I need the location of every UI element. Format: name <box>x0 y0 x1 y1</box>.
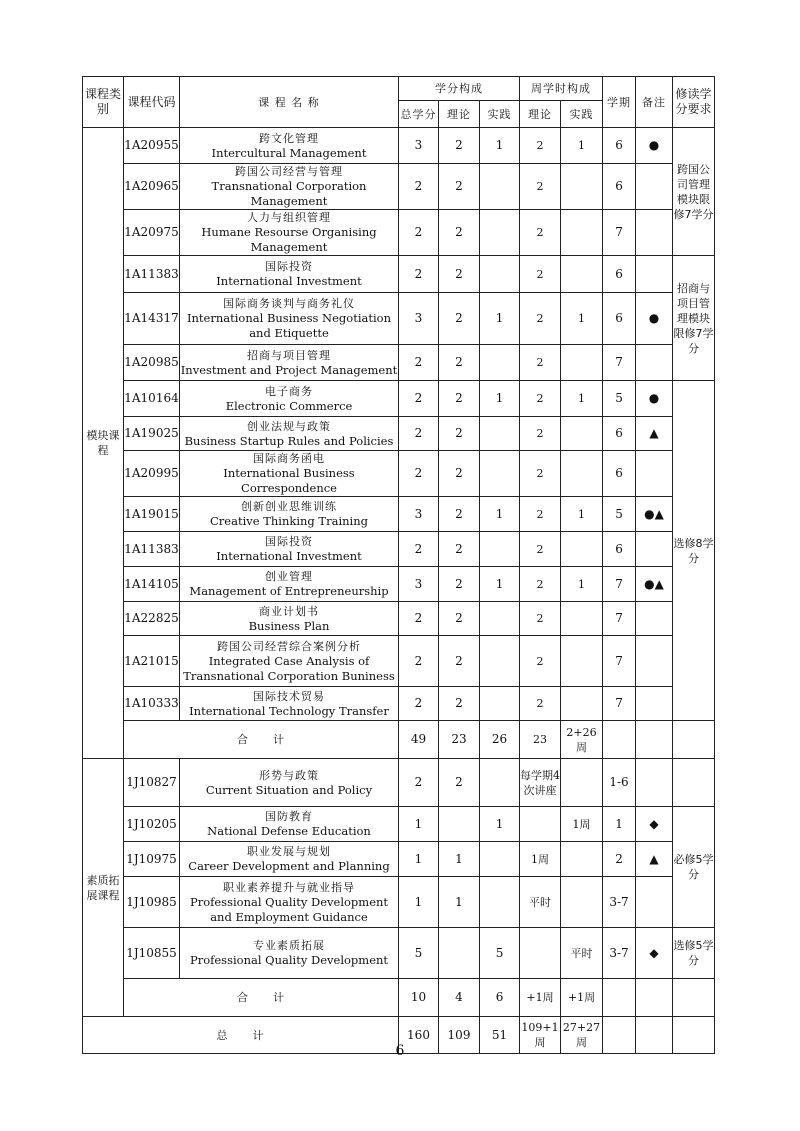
theory-credit: 2 <box>439 451 480 497</box>
course-name-en: International Investment <box>216 549 362 563</box>
remark <box>636 877 673 928</box>
grand-total-theory: 109 <box>439 1017 480 1054</box>
hours-theory: 2 <box>520 417 561 451</box>
course-name-zh: 跨文化管理 <box>259 131 319 145</box>
course-name-zh: 国际投资 <box>265 535 313 548</box>
semester: 6 <box>603 293 636 345</box>
hours-practice <box>561 417 603 451</box>
practice-credit: 1 <box>480 497 520 532</box>
hours-practice: 1 <box>561 128 603 164</box>
header-course-name: 课 程 名 称 <box>180 77 399 128</box>
course-name-zh: 跨国公司经营与管理 <box>235 165 343 178</box>
theory-credit: 2 <box>439 210 480 256</box>
table-row <box>83 602 715 636</box>
total-credit: 2 <box>399 256 439 293</box>
theory-credit <box>439 807 480 842</box>
course-name-zh: 创业法规与政策 <box>247 419 331 433</box>
table-row <box>83 636 715 687</box>
course-name-en: Business Plan <box>248 618 330 633</box>
category-quality: 素质拓展课程 <box>83 759 124 1017</box>
remark: ●▲ <box>636 567 673 602</box>
requirement-compulsory: 必修5学分 <box>673 807 715 928</box>
theory-credit: 2 <box>439 759 480 807</box>
remark: ◆ <box>636 807 673 842</box>
header-weekly-hours: 周学时构成 <box>520 77 603 101</box>
course-name-zh: 国际商务谈判与商务礼仪 <box>223 297 355 310</box>
subtotal-total: 49 <box>399 721 439 759</box>
total-credit: 2 <box>399 687 439 721</box>
practice-credit <box>480 210 520 256</box>
theory-credit: 2 <box>439 256 480 293</box>
theory-credit: 2 <box>439 164 480 210</box>
total-credit: 2 <box>399 451 439 497</box>
theory-credit: 2 <box>439 381 480 417</box>
course-code: 1A20965 <box>124 164 180 210</box>
table-row <box>83 128 715 164</box>
table-row <box>83 256 715 293</box>
hours-theory: 1周 <box>520 842 561 877</box>
course-name <box>180 417 399 451</box>
requirement-investment: 招商与项目管理模块限修7学分 <box>673 256 715 381</box>
remark <box>636 602 673 636</box>
table-row <box>83 345 715 381</box>
practice-credit: 1 <box>480 567 520 602</box>
total-credit: 1 <box>399 877 439 928</box>
hours-theory: 2 <box>520 256 561 293</box>
remark <box>636 532 673 567</box>
page-number: 6 <box>395 1043 405 1059</box>
practice-credit: 1 <box>480 128 520 164</box>
curriculum-table <box>82 76 715 1054</box>
course-name <box>180 293 399 345</box>
total-credit: 3 <box>399 567 439 602</box>
hours-practice: 1 <box>561 293 603 345</box>
table-row <box>83 807 715 842</box>
course-name <box>180 807 399 842</box>
practice-credit <box>480 417 520 451</box>
subtotal-hours-practice: 2+26周 <box>561 721 603 759</box>
header-hours-theory: 理论 <box>520 101 561 128</box>
header-total-credit: 总学分 <box>399 101 439 128</box>
subtotal-practice: 6 <box>480 979 520 1017</box>
remark: ▲ <box>636 842 673 877</box>
course-code: 1A19025 <box>124 417 180 451</box>
hours-theory <box>520 807 561 842</box>
requirement-quality-elective: 选修5学分 <box>673 928 715 979</box>
hours-practice <box>561 602 603 636</box>
semester: 6 <box>603 128 636 164</box>
remark <box>636 210 673 256</box>
course-code: 1A20985 <box>124 345 180 381</box>
practice-credit <box>480 164 520 210</box>
semester: 7 <box>603 687 636 721</box>
practice-credit <box>480 532 520 567</box>
practice-credit <box>480 687 520 721</box>
course-name-en: Professional Quality Development and Employment Guidance <box>189 894 389 924</box>
hours-theory <box>520 928 561 979</box>
hours-theory: 2 <box>520 210 561 256</box>
course-name-zh: 国际投资 <box>265 260 313 273</box>
total-credit: 2 <box>399 345 439 381</box>
course-code: 1J10985 <box>124 877 180 928</box>
total-credit: 3 <box>399 128 439 164</box>
course-name <box>180 451 399 497</box>
course-name-zh: 形势与政策 <box>259 768 319 782</box>
subtotal-hours-practice: +1周 <box>561 979 603 1017</box>
theory-credit: 2 <box>439 532 480 567</box>
hours-practice <box>561 877 603 928</box>
hours-theory: 2 <box>520 687 561 721</box>
subtotal-remark <box>636 721 673 759</box>
hours-practice: 1周 <box>561 807 603 842</box>
hours-practice <box>561 164 603 210</box>
hours-theory: 2 <box>520 164 561 210</box>
theory-credit: 2 <box>439 345 480 381</box>
course-name-zh: 国际商务函电 <box>253 452 325 465</box>
semester: 1-6 <box>603 759 636 807</box>
total-credit: 3 <box>399 293 439 345</box>
course-code: 1A11383 <box>124 256 180 293</box>
course-code: 1J10205 <box>124 807 180 842</box>
hours-theory: 2 <box>520 293 561 345</box>
course-code: 1A21015 <box>124 636 180 687</box>
course-name <box>180 497 399 532</box>
course-name-zh: 国际技术贸易 <box>253 689 325 703</box>
remark <box>636 687 673 721</box>
course-name <box>180 602 399 636</box>
semester: 3-7 <box>603 928 636 979</box>
hours-theory: 2 <box>520 381 561 417</box>
course-name <box>180 381 399 417</box>
course-name-en: Professional Quality Development <box>189 953 389 967</box>
practice-credit <box>480 842 520 877</box>
table-row <box>83 497 715 532</box>
remark <box>636 345 673 381</box>
hours-practice <box>561 451 603 497</box>
remark: ● <box>636 381 673 417</box>
semester: 6 <box>603 417 636 451</box>
total-credit: 1 <box>399 842 439 877</box>
table-row <box>83 567 715 602</box>
course-name-zh: 商业计划书 <box>259 604 319 618</box>
theory-credit: 2 <box>439 128 480 164</box>
subtotal-practice: 26 <box>480 721 520 759</box>
course-name <box>180 877 399 928</box>
table-row <box>83 842 715 877</box>
header-hours-practice: 实践 <box>561 101 603 128</box>
total-credit: 2 <box>399 417 439 451</box>
course-code: 1A10333 <box>124 687 180 721</box>
table-row <box>83 877 715 928</box>
header-requirement: 修读学分要求 <box>673 77 715 128</box>
theory-credit: 2 <box>439 636 480 687</box>
course-name-en: Current Situation and Policy <box>205 782 373 797</box>
semester: 6 <box>603 256 636 293</box>
theory-credit: 1 <box>439 877 480 928</box>
hours-practice: 平时 <box>561 928 603 979</box>
theory-credit <box>439 928 480 979</box>
course-code: 1A22825 <box>124 602 180 636</box>
hours-practice: 1 <box>561 567 603 602</box>
hours-practice: 1 <box>561 381 603 417</box>
practice-credit <box>480 345 520 381</box>
theory-credit: 1 <box>439 842 480 877</box>
hours-practice <box>561 842 603 877</box>
category-module: 模块课程 <box>83 128 124 759</box>
hours-theory: 2 <box>520 497 561 532</box>
course-name <box>180 532 399 567</box>
course-name <box>180 256 399 293</box>
hours-theory: 平时 <box>520 877 561 928</box>
semester: 7 <box>603 567 636 602</box>
grand-total-hours-practice: 27+27周 <box>561 1017 603 1054</box>
table-row <box>83 164 715 210</box>
theory-credit: 2 <box>439 293 480 345</box>
semester: 7 <box>603 345 636 381</box>
practice-credit <box>480 256 520 293</box>
table-row <box>83 293 715 345</box>
theory-credit: 2 <box>439 417 480 451</box>
total-credit: 1 <box>399 807 439 842</box>
hours-theory: 2 <box>520 636 561 687</box>
course-name <box>180 842 399 877</box>
course-name-en: Career Development and Planning <box>188 859 390 873</box>
course-name-en: Electronic Commerce <box>225 398 353 413</box>
remark: ● <box>636 293 673 345</box>
course-code: 1J10855 <box>124 928 180 979</box>
course-code: 1J10827 <box>124 759 180 807</box>
practice-credit <box>480 877 520 928</box>
course-name-zh: 电子商务 <box>265 384 313 398</box>
course-name <box>180 164 399 210</box>
header-practice: 实践 <box>480 101 520 128</box>
course-code: 1A10164 <box>124 381 180 417</box>
practice-credit <box>480 636 520 687</box>
course-name <box>180 210 399 256</box>
total-credit: 5 <box>399 928 439 979</box>
grand-total-hours-theory: 109+1周 <box>520 1017 561 1054</box>
course-name-en: Creative Thinking Training <box>209 514 368 528</box>
requirement-transnational: 跨国公司管理模块限修7学分 <box>673 128 715 256</box>
practice-credit <box>480 451 520 497</box>
semester: 6 <box>603 532 636 567</box>
course-name-zh: 创业管理 <box>265 570 313 583</box>
course-name <box>180 128 399 164</box>
course-name-zh: 招商与项目管理 <box>247 348 331 362</box>
course-name <box>180 759 399 807</box>
total-credit: 2 <box>399 636 439 687</box>
semester: 3-7 <box>603 877 636 928</box>
table-row <box>83 381 715 417</box>
course-name-en: International Investment <box>216 274 362 288</box>
table-body <box>83 128 715 1054</box>
table-row <box>83 928 715 979</box>
course-name-en: Business Startup Rules and Policies <box>184 433 394 448</box>
course-name <box>180 636 399 687</box>
semester: 2 <box>603 842 636 877</box>
semester: 6 <box>603 451 636 497</box>
hours-practice <box>561 687 603 721</box>
course-name-en: International Technology Transfer <box>189 703 389 718</box>
hours-theory: 2 <box>520 128 561 164</box>
practice-credit <box>480 759 520 807</box>
practice-credit <box>480 602 520 636</box>
subtotal-theory: 4 <box>439 979 480 1017</box>
course-name-en: Integrated Case Analysis of Transnational Corporation Buniness <box>183 653 395 683</box>
practice-credit: 1 <box>480 381 520 417</box>
hours-practice <box>561 210 603 256</box>
course-name-zh: 专业素质拓展 <box>253 939 325 952</box>
semester: 7 <box>603 210 636 256</box>
hours-practice: 1 <box>561 497 603 532</box>
course-name-en: National Defense Education <box>207 824 371 838</box>
subtotal-theory: 23 <box>439 721 480 759</box>
total-credit: 2 <box>399 381 439 417</box>
grand-total-label: 总 计 <box>83 1017 399 1054</box>
subtotal-requirement <box>673 721 715 759</box>
course-code: 1A19015 <box>124 497 180 532</box>
table-row <box>83 210 715 256</box>
header-theory: 理论 <box>439 101 480 128</box>
course-name-zh: 创新创业思维训练 <box>241 500 337 513</box>
semester: 5 <box>603 381 636 417</box>
remark <box>636 636 673 687</box>
course-name <box>180 567 399 602</box>
course-name-en: Humane Resourse Organising Management <box>201 225 377 254</box>
course-name-en: International Business Negotiation and Etiquette <box>186 311 391 340</box>
remark: ◆ <box>636 928 673 979</box>
hours-theory: 2 <box>520 602 561 636</box>
course-name-en: Transnational Corporation Management <box>211 179 367 208</box>
total-credit: 2 <box>399 164 439 210</box>
semester: 7 <box>603 636 636 687</box>
requirement-empty <box>673 759 715 807</box>
course-name-zh: 人力与组织管理 <box>247 211 331 224</box>
hours-practice <box>561 759 603 807</box>
grand-total-total: 160 <box>399 1017 439 1054</box>
table-row <box>83 687 715 721</box>
table-row <box>83 759 715 807</box>
course-code: 1A11383 <box>124 532 180 567</box>
course-code: 1A14317 <box>124 293 180 345</box>
course-name-zh: 跨国公司经营综合案例分析 <box>217 639 361 653</box>
hours-practice <box>561 636 603 687</box>
subtotal-total: 10 <box>399 979 439 1017</box>
requirement-elective: 选修8学分 <box>673 381 715 721</box>
theory-credit: 2 <box>439 602 480 636</box>
hours-theory: 每学期4次讲座 <box>520 759 561 807</box>
subtotal-semester <box>603 721 636 759</box>
remark <box>636 759 673 807</box>
subtotal-semester <box>603 979 636 1017</box>
hours-theory: 2 <box>520 451 561 497</box>
header-semester: 学期 <box>603 77 636 128</box>
course-code: 1A14105 <box>124 567 180 602</box>
total-credit: 2 <box>399 759 439 807</box>
remark: ● <box>636 128 673 164</box>
course-name-zh: 国防教育 <box>265 810 313 823</box>
subtotal-hours-theory: 23 <box>520 721 561 759</box>
course-name-zh: 职业素养提升与就业指导 <box>223 880 355 894</box>
course-name-en: International Business Correspondence <box>223 466 355 495</box>
course-name <box>180 687 399 721</box>
table-row <box>83 417 715 451</box>
header-remark: 备注 <box>636 77 673 128</box>
course-name-en: Management of Entrepreneurship <box>189 584 389 598</box>
table-row <box>83 532 715 567</box>
hours-theory: 2 <box>520 567 561 602</box>
quality-subtotal-row <box>83 979 715 1017</box>
course-name <box>180 928 399 979</box>
semester: 5 <box>603 497 636 532</box>
subtotal-label: 合 计 <box>124 721 399 759</box>
hours-practice <box>561 532 603 567</box>
course-code: 1A20955 <box>124 128 180 164</box>
remark <box>636 256 673 293</box>
course-name-en: Investment and Project Management <box>180 362 398 377</box>
subtotal-remark <box>636 979 673 1017</box>
practice-credit: 1 <box>480 293 520 345</box>
remark <box>636 164 673 210</box>
remark <box>636 451 673 497</box>
total-credit: 2 <box>399 210 439 256</box>
module-subtotal-row <box>83 721 715 759</box>
hours-theory: 2 <box>520 345 561 381</box>
table-row <box>83 451 715 497</box>
practice-credit: 1 <box>480 807 520 842</box>
course-code: 1A20975 <box>124 210 180 256</box>
total-credit: 2 <box>399 602 439 636</box>
remark: ▲ <box>636 417 673 451</box>
course-name-zh: 职业发展与规划 <box>247 845 331 858</box>
total-credit: 2 <box>399 532 439 567</box>
hours-practice <box>561 345 603 381</box>
header-credit-composition: 学分构成 <box>399 77 520 101</box>
theory-credit: 2 <box>439 567 480 602</box>
practice-credit: 5 <box>480 928 520 979</box>
theory-credit: 2 <box>439 687 480 721</box>
theory-credit: 2 <box>439 497 480 532</box>
course-name-en: Intercultural Management <box>211 145 367 160</box>
header-category: 课程类别 <box>83 77 124 128</box>
subtotal-hours-theory: +1周 <box>520 979 561 1017</box>
semester: 1 <box>603 807 636 842</box>
course-code: 1J10975 <box>124 842 180 877</box>
header-code: 课程代码 <box>124 77 180 128</box>
hours-practice <box>561 256 603 293</box>
semester: 6 <box>603 164 636 210</box>
subtotal-requirement <box>673 979 715 1017</box>
course-code: 1A20995 <box>124 451 180 497</box>
course-name <box>180 345 399 381</box>
total-credit: 3 <box>399 497 439 532</box>
grand-total-practice: 51 <box>480 1017 520 1054</box>
hours-theory: 2 <box>520 532 561 567</box>
semester: 7 <box>603 602 636 636</box>
subtotal-label: 合 计 <box>124 979 399 1017</box>
remark: ●▲ <box>636 497 673 532</box>
